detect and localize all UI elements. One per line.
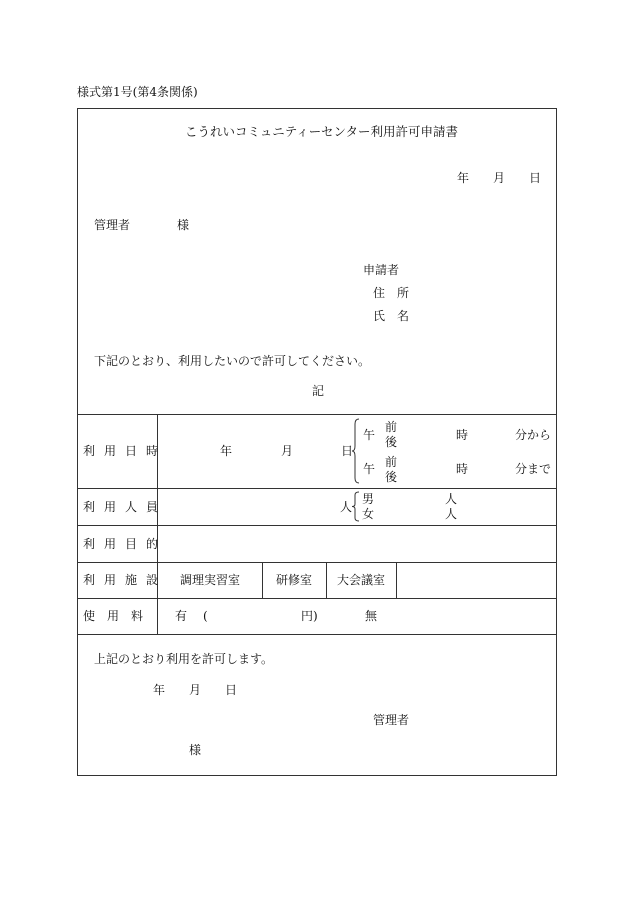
datetime-year: 年 (220, 444, 233, 458)
table-top-line (77, 414, 557, 415)
form-title: こうれいコミュニティーセンター利用許可申請書 (185, 124, 459, 139)
date-day: 日 (529, 171, 542, 185)
permission-year: 年 (153, 683, 166, 697)
facility-divider-2 (326, 562, 327, 598)
row-divider-datetime (77, 488, 557, 489)
start-pm: 後 (385, 435, 398, 449)
row-divider-fee (77, 634, 557, 635)
permission-month: 月 (189, 683, 202, 697)
start-ampm-prefix: 午 (363, 428, 376, 442)
form-number: 様式第1号(第4条関係) (77, 85, 198, 99)
request-text: 下記のとおり、利用したいので許可してください。 (94, 354, 371, 368)
row-divider-purpose (77, 562, 557, 563)
purpose-label: 利用目的 (83, 537, 168, 551)
people-male-unit: 人 (445, 492, 458, 506)
address-label: 住 所 (373, 286, 410, 300)
facility-option-conference: 大会議室 (337, 573, 386, 587)
addressee: 管理者 (94, 218, 131, 232)
end-am: 前 (385, 455, 398, 469)
datetime-label: 利用日時 (83, 444, 168, 458)
fee-open-paren: ( (203, 609, 208, 623)
permission-day: 日 (225, 683, 238, 697)
people-female: 女 (362, 507, 375, 521)
end-minute: 分まで (515, 462, 552, 476)
facility-divider-3 (396, 562, 397, 598)
people-label: 利用人員 (83, 500, 168, 514)
start-am: 前 (385, 420, 398, 434)
application-form (77, 108, 557, 776)
end-hour: 時 (456, 462, 469, 476)
permission-text: 上記のとおり利用を許可します。 (94, 652, 274, 666)
facility-label: 利用施設 (83, 573, 168, 587)
datetime-month: 月 (281, 444, 294, 458)
fee-paid: 有 (175, 609, 188, 623)
date-month: 月 (493, 171, 506, 185)
row-divider-people (77, 525, 557, 526)
permission-honorific: 様 (189, 743, 202, 757)
datetime-day: 日 (341, 444, 354, 458)
people-total-unit: 人 (340, 500, 353, 514)
fee-yen: 円) (301, 609, 318, 623)
addressee-honorific: 様 (177, 218, 190, 232)
name-label: 氏 名 (373, 309, 410, 323)
end-ampm-prefix: 午 (363, 462, 376, 476)
fee-label: 使 用 料 (83, 609, 144, 623)
people-male: 男 (362, 492, 375, 506)
start-hour: 時 (456, 428, 469, 442)
facility-divider-1 (262, 562, 263, 598)
fee-free: 無 (365, 609, 378, 623)
people-brace-icon (352, 491, 360, 522)
datetime-brace-icon (352, 418, 360, 484)
date-year: 年 (457, 171, 470, 185)
ki-label: 記 (312, 384, 325, 398)
end-pm: 後 (385, 470, 398, 484)
facility-option-cooking: 調理実習室 (180, 573, 241, 587)
row-divider-facility (77, 598, 557, 599)
people-female-unit: 人 (445, 507, 458, 521)
permission-manager: 管理者 (373, 713, 410, 727)
start-minute: 分から (515, 428, 552, 442)
applicant-label: 申請者 (363, 263, 400, 277)
facility-option-training: 研修室 (276, 573, 313, 587)
